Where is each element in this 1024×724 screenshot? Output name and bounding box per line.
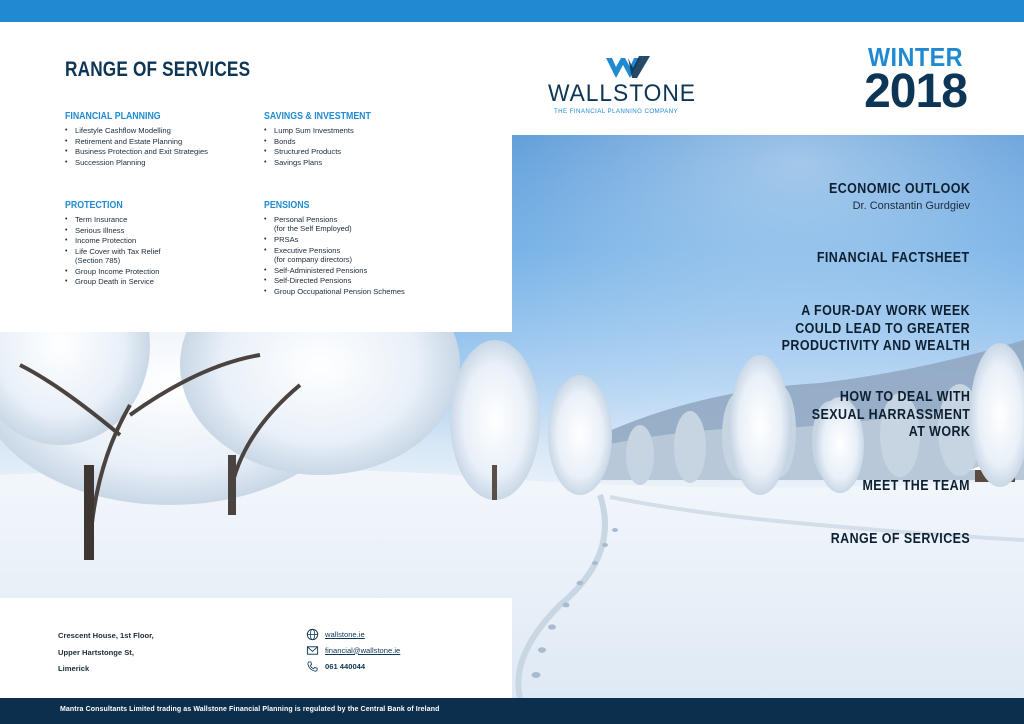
service-item: • Income Protection (65, 236, 161, 247)
service-item (264, 246, 405, 266)
service-item: • Group Death in Service (65, 277, 161, 288)
service-item: • Structured Products (264, 147, 386, 158)
service-item: • Lifestyle Cashflow Modelling (65, 126, 208, 137)
service-list (264, 126, 386, 168)
service-item: • Group Income Protection (65, 267, 161, 278)
contents-item-economic-outlook (806, 181, 970, 213)
service-list (264, 215, 405, 297)
service-group-heading: PROTECTION (65, 200, 123, 211)
service-item: • Term Insurance (65, 215, 161, 226)
contents-author: Dr. Constantin Gurdgiev (852, 199, 970, 212)
address-line: Upper Hartstonge St, (58, 647, 134, 657)
service-item-line: • Personal Pensions (274, 215, 338, 224)
service-item: • Succession Planning (65, 158, 208, 169)
contact-email[interactable] (306, 643, 400, 657)
service-item: • Bonds (264, 137, 386, 148)
service-group-heading: SAVINGS & INVESTMENT (264, 111, 371, 122)
service-item: • Group Occupational Pension Schemes (264, 287, 405, 298)
service-item: • PRSAs (264, 235, 405, 246)
contact-phone (306, 659, 365, 673)
issue-badge (858, 44, 973, 116)
top-accent-bar (0, 0, 1024, 22)
email-link[interactable]: financial@wallstone.ie (325, 645, 401, 655)
service-item-note: (Section 785) (75, 255, 121, 265)
service-item: • Serious Illness (65, 226, 161, 237)
website-link[interactable]: wallstone.ie (325, 629, 365, 639)
service-item: • Lump Sum Investments (264, 126, 386, 137)
address-line: Crescent House, 1st Floor, (58, 631, 154, 640)
contents-item-financial-factsheet (792, 250, 970, 268)
service-item-line: • Life Cover with Tax Relief (75, 246, 161, 256)
contents-title: ECONOMIC OUTLOOK (828, 181, 970, 197)
service-group-pensions (264, 200, 405, 297)
phone-icon (306, 660, 319, 673)
phone-number: 061 440044 (325, 661, 366, 671)
contents-item-meet-the-team (845, 478, 970, 496)
contents-item-four-day-work-week (751, 303, 970, 356)
logo-wordmark: WALLSTONE (548, 80, 696, 107)
contents-title-line: HOW TO DEAL WITH (839, 389, 970, 405)
service-item: • Self-Directed Pensions (264, 276, 405, 287)
services-title: RANGE OF SERVICES (65, 58, 251, 81)
service-item (264, 215, 405, 235)
service-group-savings-investment (264, 111, 386, 168)
service-group-heading: PENSIONS (264, 200, 310, 211)
service-item: • Retirement and Estate Planning (65, 137, 208, 148)
service-group-heading: FINANCIAL PLANNING (65, 111, 161, 122)
contents-title-line: SEXUAL HARRASSMENT (811, 406, 970, 423)
contents-title-line: COULD LEAD TO GREATER (795, 320, 970, 337)
wallstone-logo (548, 56, 708, 120)
issue-season: WINTER (867, 42, 963, 72)
contents-title: FINANCIAL FACTSHEET (817, 250, 970, 266)
service-item: • Self-Administered Pensions (264, 266, 405, 277)
contents-title: RANGE OF SERVICES (830, 531, 970, 547)
address-line: Limerick (58, 664, 90, 673)
service-group-protection (65, 200, 161, 288)
office-address (58, 628, 154, 678)
service-list (65, 215, 161, 288)
contents-title-line: A FOUR-DAY WORK WEEK (801, 303, 970, 319)
service-list (65, 126, 208, 168)
logo-tagline: THE FINANCIAL PLANNING COMPANY (554, 108, 679, 115)
service-item: • Business Protection and Exit Strategies (65, 147, 208, 158)
contents-title: MEET THE TEAM (862, 478, 970, 494)
contact-website[interactable] (306, 627, 365, 641)
issue-year: 2018 (864, 65, 967, 118)
service-item: • Savings Plans (264, 158, 386, 169)
service-item-note: (for the Self Employed) (274, 224, 352, 233)
globe-icon (306, 628, 319, 641)
regulatory-notice: Mantra Consultants Limited trading as Wallstone Financial Planning is regulated by the Central Bank of Ireland (60, 706, 440, 713)
service-item-line: • Executive Pensions (274, 245, 341, 255)
contents-title-line: AT WORK (908, 424, 970, 440)
service-group-financial-planning (65, 111, 208, 168)
contents-item-range-of-services (808, 531, 970, 549)
wallstone-w-mark-icon (604, 56, 652, 80)
contents-item-sexual-harassment (786, 389, 970, 442)
contents-title-line: PRODUCTIVITY AND WEALTH (781, 338, 970, 354)
service-item-note: (for company directors) (274, 254, 353, 264)
envelope-icon (306, 644, 319, 657)
service-item (65, 247, 161, 267)
